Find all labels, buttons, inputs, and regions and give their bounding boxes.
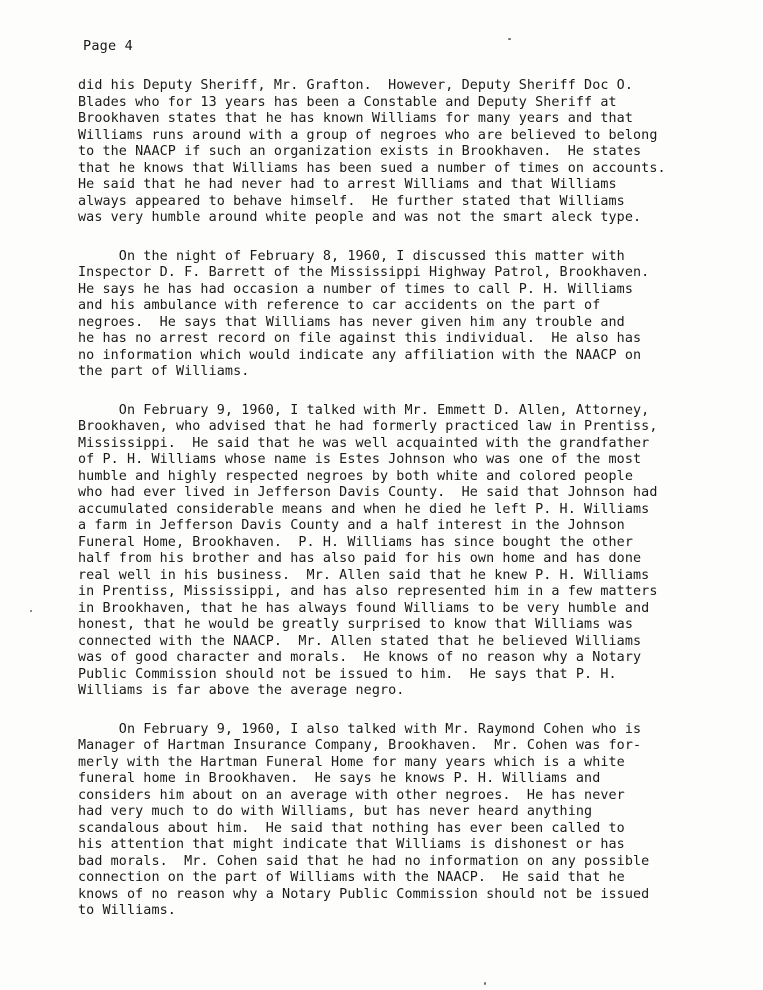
text-line: Mississippi. He said that he was well acquainted with the grandfather bbox=[78, 435, 650, 451]
text-line: of P. H. Williams whose name is Estes Johnson who was one of the most bbox=[78, 452, 642, 467]
text-line: in Brookhaven, that he has always found Williams to be very humble and bbox=[78, 600, 650, 616]
text-line: the part of Williams. bbox=[78, 364, 250, 379]
text-line: he has no arrest record on file against this individual. He also has bbox=[78, 331, 642, 346]
text-line: connection on the part of Williams with the NAACP. He said that he bbox=[78, 870, 625, 885]
text-line: He said that he had never had to arrest Williams and that Williams bbox=[78, 177, 617, 192]
text-line: connected with the NAACP. Mr. Allen stated that he believed Williams bbox=[78, 633, 642, 649]
text-line: knows of no reason why a Notary Public Commission should not be issued bbox=[78, 886, 650, 902]
scan-speck bbox=[484, 982, 486, 985]
text-line: Manager of Hartman Insurance Company, Brookhaven. Mr. Cohen was for- bbox=[78, 738, 642, 753]
text-line: On the night of February 8, 1960, I discussed this matter with bbox=[78, 248, 625, 264]
text-line: was of good character and morals. He knows of no reason why a Notary bbox=[78, 650, 642, 665]
text-line: Funeral Home, Brookhaven. P. H. Williams has since bought the other bbox=[78, 534, 634, 550]
paragraph-4 bbox=[78, 722, 718, 920]
text-line: real well in his business. Mr. Allen said that he knew P. H. Williams bbox=[78, 567, 650, 583]
text-line: humble and highly respected negroes by both white and colored people bbox=[78, 468, 634, 484]
text-line: no information which would indicate any affiliation with the NAACP on bbox=[78, 347, 642, 363]
text-line: who had ever lived in Jefferson Davis County. He said that Johnson had bbox=[78, 485, 658, 500]
text-line: to Williams. bbox=[78, 903, 176, 918]
text-line: bad morals. Mr. Cohen said that he had no information on any possible bbox=[78, 853, 650, 869]
text-line: Blades who for 13 years has been a Constable and Deputy Sheriff at bbox=[78, 94, 617, 110]
text-line: negroes. He says that Williams has never given him any trouble and bbox=[78, 314, 625, 330]
text-line: considers him about on an average with other negroes. He has never bbox=[78, 787, 625, 803]
text-line: On February 9, 1960, I talked with Mr. Emmett D. Allen, Attorney, bbox=[78, 402, 650, 418]
text-line: Brookhaven states that he has known Williams for many years and that bbox=[78, 111, 634, 126]
text-line: in Prentiss, Mississippi, and has also represented him in a few matters bbox=[78, 584, 658, 599]
text-line: half from his brother and has also paid for his own home and has done bbox=[78, 551, 642, 566]
text-line: did his Deputy Sheriff, Mr. Grafton. However, Deputy Sheriff Doc O. bbox=[78, 78, 634, 93]
text-line: his attention that might indicate that Williams is dishonest or has bbox=[78, 837, 625, 852]
text-line: accumulated considerable means and when he died he left P. H. Williams bbox=[78, 501, 650, 517]
text-line: a farm in Jefferson Davis County and a half interest in the Johnson bbox=[78, 518, 625, 533]
paragraph-3 bbox=[78, 403, 718, 700]
scan-speck bbox=[508, 38, 511, 40]
document-body bbox=[78, 78, 718, 942]
text-line: always appeared to behave himself. He further stated that Williams bbox=[78, 193, 625, 209]
text-line: and his ambulance with reference to car accidents on the part of bbox=[78, 298, 601, 313]
text-line: Williams is far above the average negro. bbox=[78, 683, 405, 698]
text-line: honest, that he would be greatly surprised to know that Williams was bbox=[78, 617, 634, 632]
scan-speck bbox=[30, 610, 32, 612]
text-line: scandalous about him. He said that nothing has ever been called to bbox=[78, 820, 625, 836]
text-line: Williams runs around with a group of negroes who are believed to belong bbox=[78, 127, 658, 143]
text-line: Inspector D. F. Barrett of the Mississippi Highway Patrol, Brookhaven. bbox=[78, 265, 650, 280]
text-line: Public Commission should not be issued to him. He says that P. H. bbox=[78, 666, 617, 682]
text-line: funeral home in Brookhaven. He says he knows P. H. Williams and bbox=[78, 771, 601, 786]
text-line: to the NAACP if such an organization exists in Brookhaven. He states bbox=[78, 144, 642, 159]
text-line: He says he has had occasion a number of times to call P. H. Williams bbox=[78, 281, 634, 297]
text-line: On February 9, 1960, I also talked with Mr. Raymond Cohen who is bbox=[78, 721, 642, 737]
paragraph-2 bbox=[78, 249, 718, 381]
text-line: was very humble around white people and was not the smart aleck type. bbox=[78, 210, 642, 225]
text-line: had very much to do with Williams, but has never heard anything bbox=[78, 804, 593, 819]
page-number: Page 4 bbox=[83, 38, 133, 54]
text-line: that he knows that Williams has been sued a number of times on accounts. bbox=[78, 160, 666, 176]
text-line: Brookhaven, who advised that he had formerly practiced law in Prentiss, bbox=[78, 419, 658, 434]
text-line: merly with the Hartman Funeral Home for many years which is a white bbox=[78, 754, 625, 770]
paragraph-1 bbox=[78, 78, 718, 227]
